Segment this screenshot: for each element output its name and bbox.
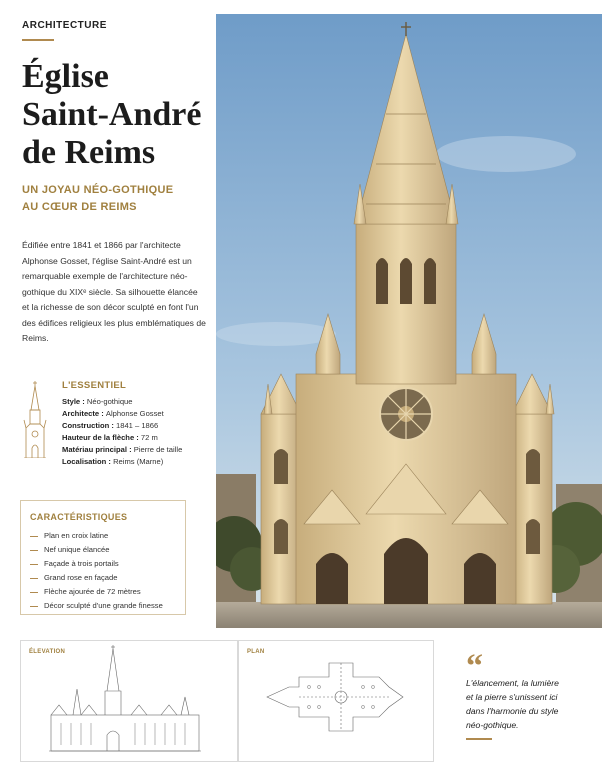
list-item: Grand rose en façade bbox=[30, 571, 163, 585]
list-item: Flèche ajourée de 72 mètres bbox=[30, 585, 163, 599]
fact-localisation: Localisation : Reims (Marne) bbox=[62, 457, 164, 466]
fact-hauteur: Hauteur de la flèche : 72 m bbox=[62, 433, 158, 442]
church-illustration bbox=[216, 14, 602, 628]
caracteristiques-box bbox=[20, 500, 186, 615]
plan-label: PLAN bbox=[247, 649, 265, 655]
essentiel-title: L'ESSENTIEL bbox=[62, 380, 127, 391]
subtitle bbox=[22, 182, 212, 216]
subtitle-line-2: AU CŒUR DE REIMS bbox=[22, 201, 137, 213]
quote-mark-icon: “ bbox=[466, 648, 483, 685]
facts-list bbox=[62, 396, 222, 468]
list-item: Nef unique élancée bbox=[30, 543, 163, 557]
elevation-drawing bbox=[21, 641, 237, 761]
plan-drawing bbox=[239, 641, 433, 761]
section-tag: ARCHITECTURE bbox=[22, 20, 107, 31]
quote-text bbox=[466, 676, 606, 732]
spire-icon bbox=[22, 380, 48, 458]
list-item: Façade à trois portails bbox=[30, 557, 163, 571]
plan-drawing-box bbox=[238, 640, 434, 762]
fact-materiau: Matériau principal : Pierre de taille bbox=[62, 445, 183, 454]
fact-architecte: Architecte : Alphonse Gosset bbox=[62, 409, 164, 418]
title-line-2: Saint-André bbox=[22, 96, 202, 133]
list-item: Décor sculpté d'une grande finesse bbox=[30, 599, 163, 613]
caracteristiques-list bbox=[30, 529, 163, 613]
quote-line: L'élancement, la lumière bbox=[466, 678, 559, 688]
quote-line: dans l'harmonie du style bbox=[466, 706, 559, 716]
section-tag-rule bbox=[22, 39, 54, 41]
page-title bbox=[22, 58, 212, 172]
fact-style: Style : Néo-gothique bbox=[62, 397, 133, 406]
quote-line: néo-gothique. bbox=[466, 720, 519, 730]
quote-rule bbox=[466, 738, 492, 740]
list-item: Plan en croix latine bbox=[30, 529, 163, 543]
quote-line: et la pierre s'unissent ici bbox=[466, 692, 558, 702]
title-line-3: de Reims bbox=[22, 134, 156, 171]
fact-construction: Construction : 1841 – 1866 bbox=[62, 421, 159, 430]
church-photo bbox=[216, 14, 602, 628]
elevation-drawing-box bbox=[20, 640, 238, 762]
intro-paragraph: Édifiée entre 1841 et 1866 par l'architecte Alphonse Gosset, l'église Saint-André est un remarquable exemple de l'architecture néo-gothique du XIXᵉ siècle. Sa silhouette élancée et la richesse de son décor sculpté en font l'un des édifices religieux les plus emblématiques de Reims. bbox=[22, 240, 206, 343]
caracteristiques-title: CARACTÉRISTIQUES bbox=[30, 512, 128, 522]
subtitle-line-1: UN JOYAU NÉO-GOTHIQUE bbox=[22, 184, 174, 196]
elevation-label: ÉLEVATION bbox=[29, 649, 66, 655]
title-line-1: Église bbox=[22, 58, 109, 95]
